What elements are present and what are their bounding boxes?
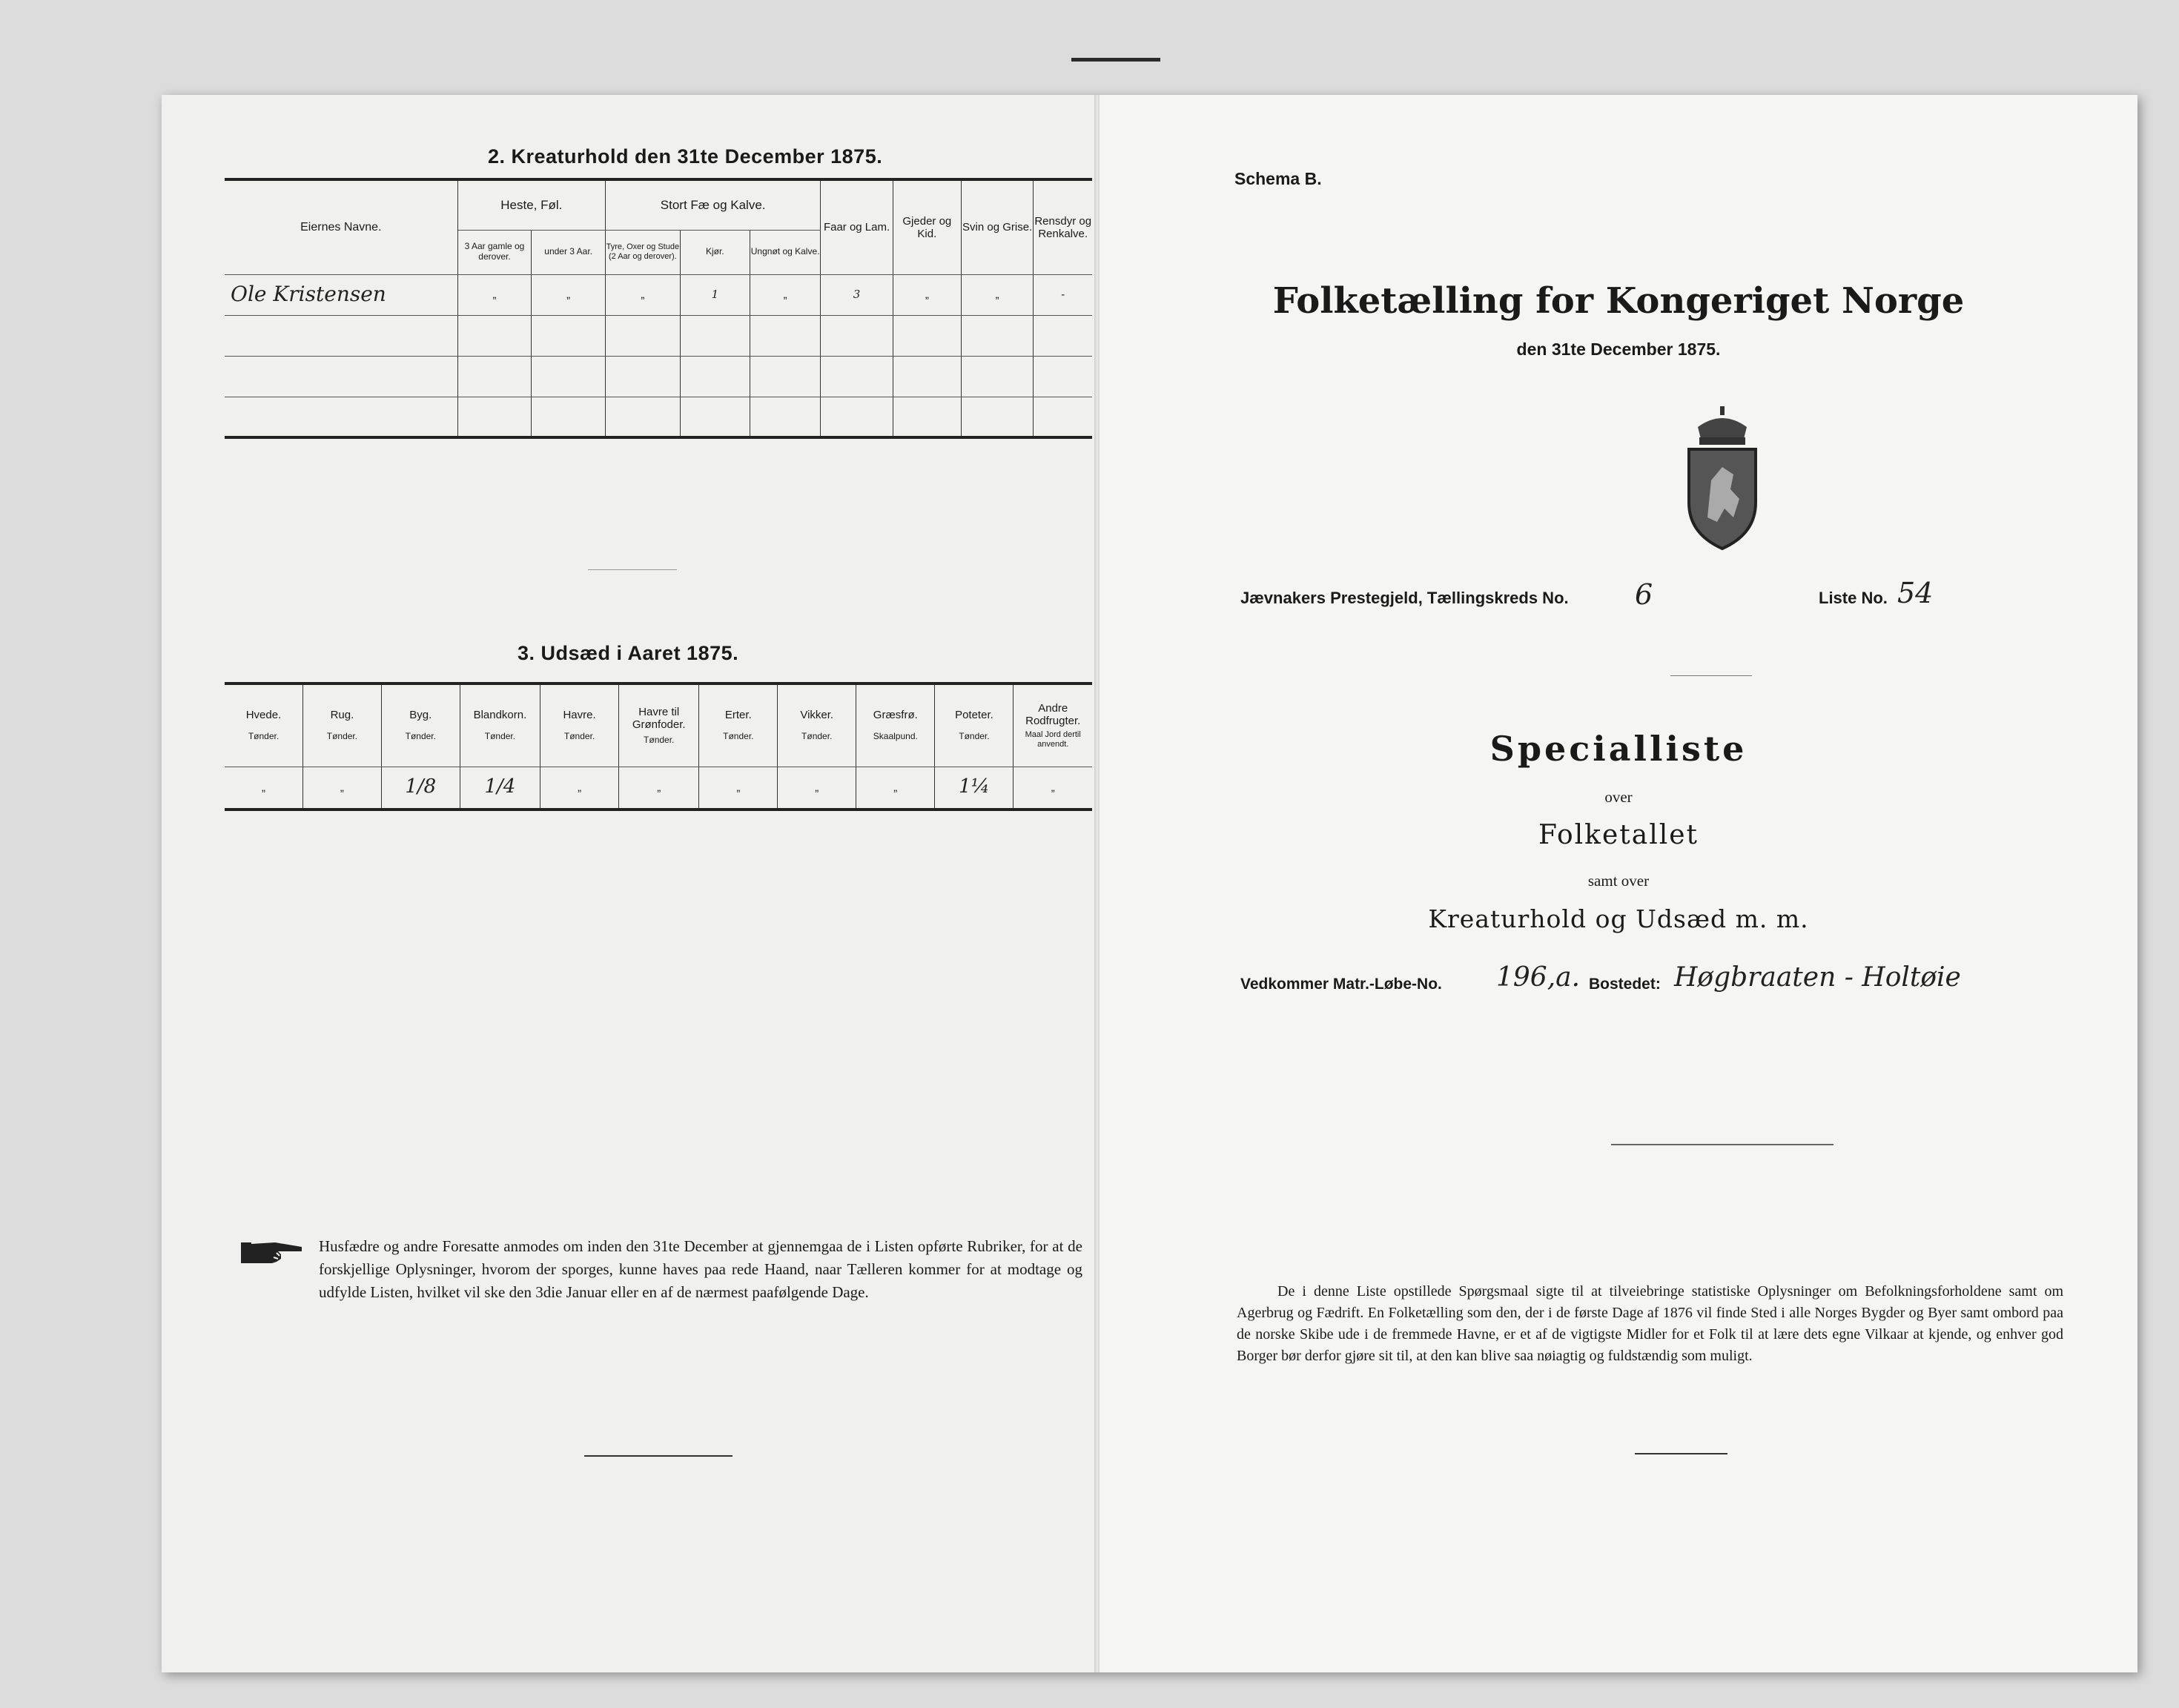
liste-number: 54 — [1897, 577, 1934, 609]
over-text: over — [1604, 788, 1633, 806]
label-oats: Havre. — [563, 709, 596, 722]
table-row — [225, 356, 1092, 397]
val-wheat: „ — [225, 767, 302, 810]
header-cows: Kjør. — [680, 230, 750, 274]
header-goats: Gjeder og Kid. — [893, 179, 961, 274]
col-rye — [302, 683, 381, 767]
label-vetch: Vikker. — [800, 709, 834, 722]
cell-sheep: 3 — [821, 274, 893, 315]
bottom-divider — [1635, 1453, 1727, 1454]
cell-pigs: „ — [961, 274, 1034, 315]
bosted-label: Bostedet: — [1589, 976, 1661, 993]
unit-barley: Tønder. — [405, 731, 436, 742]
label-grass-seed: Græsfrø. — [873, 709, 918, 722]
coat-of-arms-icon — [1682, 406, 1763, 551]
col-oats — [540, 683, 619, 767]
val-grass-seed: „ — [856, 767, 935, 810]
census-date: den 31te December 1875. — [1516, 340, 1721, 359]
matr-label: Vedkommer Matr.-Løbe-No. — [1240, 976, 1442, 993]
cell-calves: „ — [750, 274, 820, 315]
samt-over-text: samt over — [1587, 872, 1650, 890]
footnote-text: De i denne Liste opstillede Spørgsmaal sigte til at tilveiebringe statistiske Oplysninger om Befolkningsforholdene samt om Agerbrug og Fædrift. En Folketælling som den, der i de første Dage af 1876 vil finde Sted i alle Norges Bygder og Byer samt ombord paa de norske Skibe ude i de fremmede Havne, er et af de vigtigste Midler for et Folk til at lære dets egne Vilkaar at kjende, og enhver god Borger bør derfor gjøre sit til, at den kan blive saa nøiagtig og fuldstændig som muligt. — [1237, 1283, 2063, 1364]
table-row — [225, 315, 1092, 356]
col-wheat — [225, 683, 302, 767]
divider — [1611, 1144, 1834, 1145]
header-horses-3yr: 3 Aar gamle og derover. — [457, 230, 532, 274]
label-peas: Erter. — [724, 709, 752, 722]
unit-oats: Tønder. — [563, 731, 595, 742]
label-potatoes: Poteter. — [955, 709, 993, 722]
folketallet-heading: Folketallet — [1538, 820, 1699, 850]
parish-label: Jævnakers Prestegjeld, Tællingskreds No. — [1240, 589, 1569, 607]
scanner-mark — [1071, 58, 1160, 62]
notice-text: Husfædre og andre Foresatte anmodes om inden den 31te December at gjennemgaa de i Listen opførte Rubriker, for at de forskjellige Oplysninger, hvorom der sporges, kunne haves paa rede Haand, naar Tælleren kommer for at modtage og udfylde Listen, hvilket vil ske den 3die Januar eller en af de nærmest paafølgende Dage. — [319, 1237, 1082, 1301]
section3-title: 3. Udsæd i Aaret 1875. — [518, 642, 739, 664]
section2-title: 2. Kreaturhold den 31te December 1875. — [488, 145, 883, 168]
header-horses: Heste, Føl. — [457, 179, 605, 230]
label-mixed-grain: Blandkorn. — [473, 709, 527, 722]
header-owner-names: Eiernes Navne. — [225, 179, 457, 274]
unit-vetch: Tønder. — [801, 731, 833, 742]
header-calves: Ungnøt og Kalve. — [750, 230, 820, 274]
cell-reindeer: - — [1034, 274, 1092, 315]
col-mixed-grain — [460, 683, 540, 767]
unit-other-roots: Maal Jord dertil anvendt. — [1025, 730, 1081, 749]
livestock-table — [225, 178, 1092, 439]
header-sheep: Faar og Lam. — [821, 179, 893, 274]
unit-grass-seed: Skaalpund. — [873, 731, 918, 742]
owner-name: Ole Kristensen — [225, 274, 457, 315]
cell-goats: „ — [893, 274, 961, 315]
right-page — [1100, 95, 2137, 1672]
unit-potatoes: Tønder. — [959, 731, 990, 742]
val-potatoes: 1¼ — [935, 767, 1014, 810]
matr-number: 196,a. — [1496, 962, 1581, 993]
bosted-value: Høgbraaten - Holtøie — [1674, 962, 1961, 993]
cell-horses-under3: „ — [532, 274, 606, 315]
unit-peas: Tønder. — [723, 731, 754, 742]
cell-cows: 1 — [680, 274, 750, 315]
col-vetch — [778, 683, 856, 767]
tellingskreds-number: 6 — [1635, 578, 1653, 611]
cell-bulls-oxen: „ — [605, 274, 680, 315]
unit-mixed-grain: Tønder. — [484, 731, 516, 742]
sowing-table — [225, 682, 1092, 811]
val-rye: „ — [302, 767, 381, 810]
cell-horses-3yr: „ — [457, 274, 532, 315]
val-green-oats: „ — [619, 767, 699, 810]
specialliste-heading: Specialliste — [1489, 729, 1748, 769]
header-bulls-oxen: Tyre, Oxer og Stude (2 Aar og derover). — [605, 230, 680, 274]
val-vetch: „ — [778, 767, 856, 810]
bottom-divider — [584, 1455, 733, 1457]
header-cattle: Stort Fæ og Kalve. — [605, 179, 820, 230]
pointing-hand-icon — [239, 1237, 305, 1269]
col-barley — [381, 683, 460, 767]
unit-rye: Tønder. — [326, 731, 358, 742]
col-green-oats — [619, 683, 699, 767]
col-other-roots — [1014, 683, 1092, 767]
val-mixed-grain: 1/4 — [460, 767, 540, 810]
header-pigs: Svin og Grise. — [961, 179, 1034, 274]
val-oats: „ — [540, 767, 619, 810]
table-row — [225, 397, 1092, 437]
label-green-oats: Havre til Grønfoder. — [632, 705, 686, 731]
left-page — [162, 95, 1096, 1672]
liste-label: Liste No. — [1819, 589, 1888, 607]
label-other-roots: Andre Rodfrugter. — [1025, 701, 1081, 728]
label-barley: Byg. — [409, 709, 432, 722]
header-reindeer: Rensdyr og Renkalve. — [1034, 179, 1092, 274]
col-potatoes — [935, 683, 1014, 767]
label-rye: Rug. — [330, 709, 354, 722]
unit-green-oats: Tønder. — [644, 735, 675, 746]
document-spread — [162, 95, 2137, 1672]
col-grass-seed — [856, 683, 935, 767]
col-peas — [699, 683, 778, 767]
divider — [1670, 675, 1752, 676]
val-barley: 1/8 — [381, 767, 460, 810]
val-peas: „ — [699, 767, 778, 810]
label-wheat: Hvede. — [245, 709, 282, 722]
kreaturhold-heading: Kreaturhold og Udsæd m. m. — [1428, 904, 1809, 933]
unit-wheat: Tønder. — [248, 731, 280, 742]
divider — [588, 569, 677, 570]
census-title: Folketælling for Kongeriget Norge — [1272, 280, 1965, 322]
val-other-roots: „ — [1014, 767, 1092, 810]
schema-label: Schema B. — [1234, 169, 1322, 188]
header-horses-under3: under 3 Aar. — [532, 230, 606, 274]
